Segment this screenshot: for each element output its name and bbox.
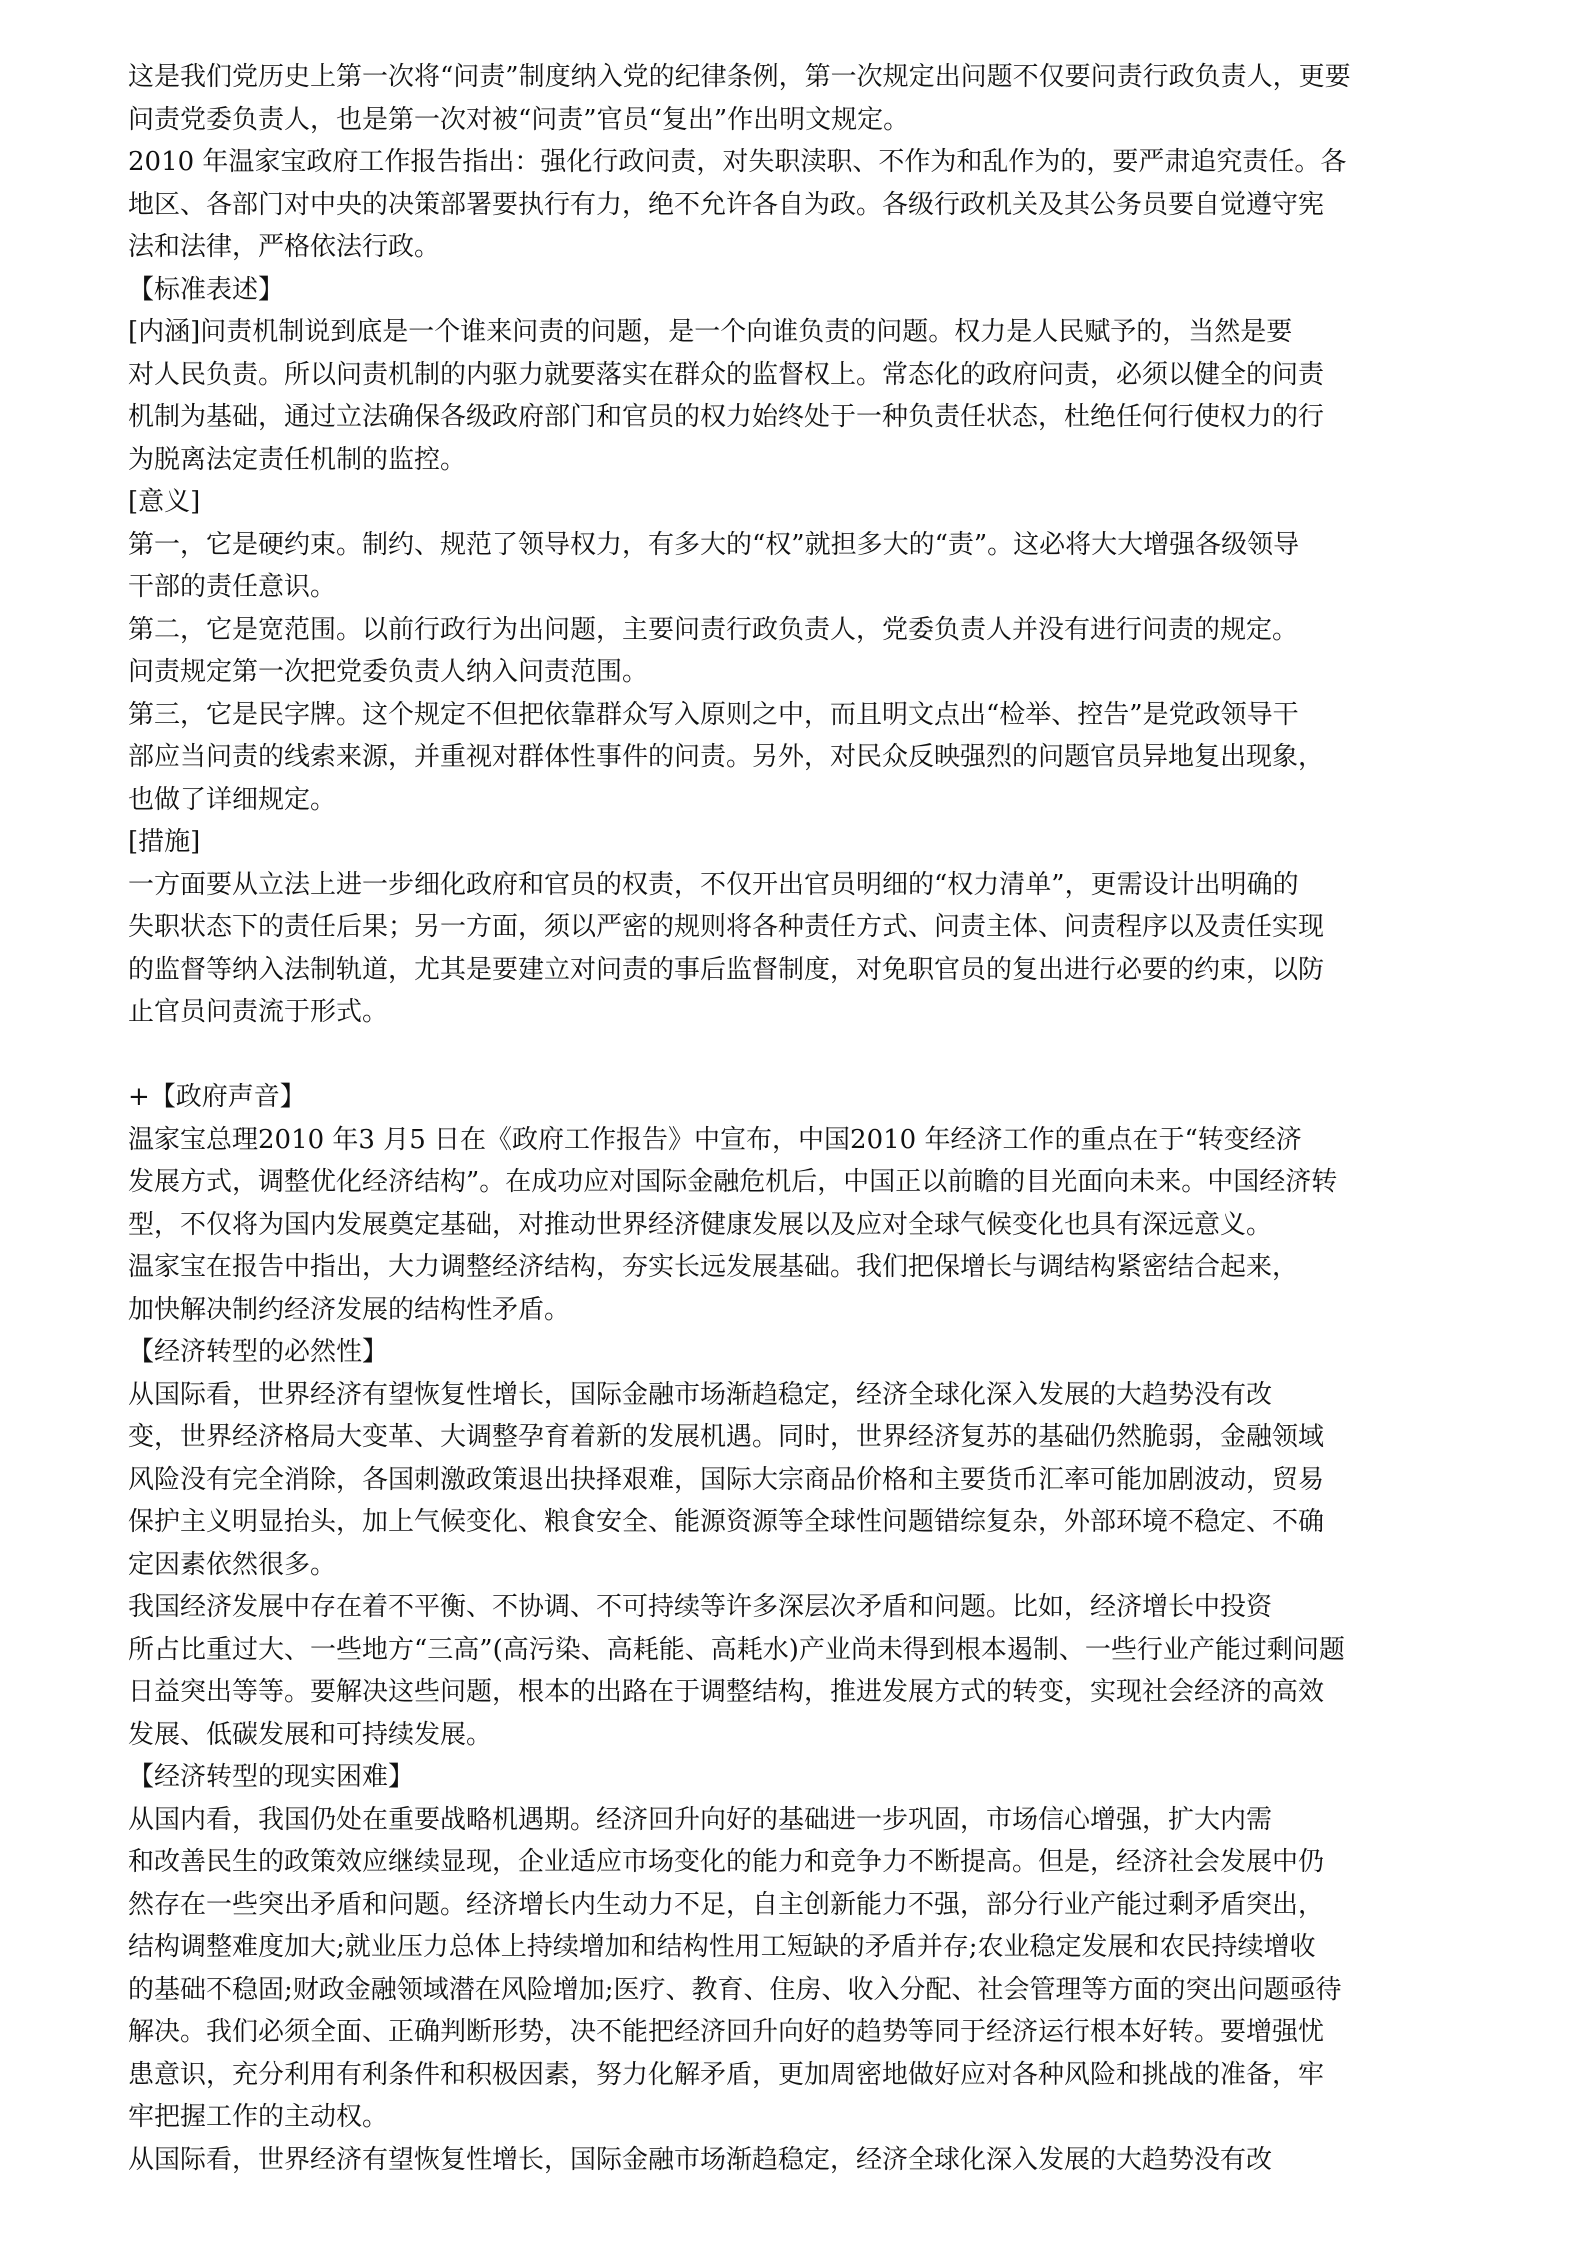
text-line: 发展、低碳发展和可持续发展。 [128,1719,493,1750]
text-line: [内涵]问责机制说到底是一个谁来问责的问题，是一个向谁负责的问题。权力是人民赋予的，当然是要 [128,317,1293,347]
text-line: 结构调整难度加大;就业压力总体上持续增加和结构性用工短缺的矛盾并存;农业稳定发展和农民持续增收 [128,1932,1316,1962]
text-line: 第一，它是硬约束。制约、规范了领导权力，有多大的“权”就担多大的“责”。这必将大大增强各级领导 [128,529,1300,560]
text-line: 第二，它是宽范围。以前行政行为出问题，主要问责行政负责人，党委负责人并没有进行问责的规定。 [128,614,1299,645]
text-line: 止官员问责流于形式。 [128,997,389,1027]
text-line: 【经济转型的必然性】 [128,1337,389,1367]
text-line: [措施] [128,827,201,857]
text-line: 温家宝总理2010 年3 月5 日在《政府工作报告》中宣布，中国2010 年经济工作的重点在于“转变经济 [128,1124,1302,1155]
text-line: 也做了详细规定。 [128,784,337,815]
text-line: 患意识，充分利用有利条件和积极因素，努力化解矛盾，更加周密地做好应对各种风险和挑战的准备，牢 [128,2059,1325,2090]
text-line: 型，不仅将为国内发展奠定基础，对推动世界经济健康发展以及应对全球气候变化也具有深远意义。 [128,1209,1273,1240]
text-line: 从国际看，世界经济有望恢复性增长，国际金融市场渐趋稳定，经济全球化深入发展的大趋势没有改 [128,1379,1273,1410]
text-line: 从国内看，我国仍处在重要战略机遇期。经济回升向好的基础进一步巩固，市场信心增强，扩大内需 [128,1804,1273,1835]
text-line: 温家宝在报告中指出，大力调整经济结构，夯实长远发展基础。我们把保增长与调结构紧密结合起来， [128,1252,1299,1282]
document-body [128,56,1488,2181]
text-line: 变，世界经济格局大变革、大调整孕育着新的发展机遇。同时，世界经济复苏的基础仍然脆弱，金融领域 [128,1422,1325,1452]
text-line: 风险没有完全消除，各国刺激政策退出抉择艰难，国际大宗商品价格和主要货币汇率可能加剧波动，贸易 [128,1464,1325,1495]
text-line: 【经济转型的现实困难】 [128,1762,415,1792]
text-line: 机制为基础，通过立法确保各级政府部门和官员的权力始终处于一种负责任状态，杜绝任何行使权力的行 [128,402,1325,432]
text-line: 我国经济发展中存在着不平衡、不协调、不可持续等许多深层次矛盾和问题。比如，经济增长中投资 [128,1592,1273,1622]
text-line: 的基础不稳固;财政金融领域潜在风险增加;医疗、教育、住房、收入分配、社会管理等方面的突出问题亟待 [128,1974,1342,2005]
text-line: 地区、各部门对中央的决策部署要执行有力，绝不允许各自为政。各级行政机关及其公务员要自觉遵守宪 [128,189,1325,220]
text-line: +【政府声音】 [128,1082,306,1112]
text-line: 问责规定第一次把党委负责人纳入问责范围。 [128,657,649,687]
text-line: 第三，它是民字牌。这个规定不但把依靠群众写入原则之中，而且明文点出“检举、控告”是党政领导干 [128,699,1299,730]
text-line: 问责党委负责人，也是第一次对被“问责”官员“复出”作出明文规定。 [128,104,910,135]
text-line: 所占比重过大、一些地方“三高”(高污染、高耗能、高耗水)产业尚未得到根本遏制、一些行业产能过剩问题 [128,1634,1345,1665]
text-line: 解决。我们必须全面、正确判断形势，决不能把经济回升向好的趋势等同于经济运行根本好转。要增强忧 [128,2017,1325,2047]
text-line: 加快解决制约经济发展的结构性矛盾。 [128,1294,571,1325]
text-line: 定因素依然很多。 [128,1549,337,1580]
text-line: [意义] [128,487,201,517]
text-line: 为脱离法定责任机制的监控。 [128,444,467,475]
text-line: 从国际看，世界经济有望恢复性增长，国际金融市场渐趋稳定，经济全球化深入发展的大趋势没有改 [128,2144,1273,2175]
text-line: 【标准表述】 [128,274,285,305]
text-line: 失职状态下的责任后果；另一方面，须以严密的规则将各种责任方式、问责主体、问责程序以及责任实现 [128,912,1325,942]
text-line: 和改善民生的政策效应继续显现，企业适应市场变化的能力和竞争力不断提高。但是，经济社会发展中仍 [128,1847,1325,1877]
text-line: 保护主义明显抬头，加上气候变化、粮食安全、能源资源等全球性问题错综复杂，外部环境不稳定、不确 [128,1507,1325,1537]
text-line: 然存在一些突出矛盾和问题。经济增长内生动力不足，自主创新能力不强，部分行业产能过剩矛盾突出， [128,1889,1325,1920]
text-line: 的监督等纳入法制轨道，尤其是要建立对问责的事后监督制度，对免职官员的复出进行必要的约束，以防 [128,954,1325,985]
text-line: 一方面要从立法上进一步细化政府和官员的权责，不仅开出官员明细的“权力清单”，更需设计出明确的 [128,869,1299,900]
text-line: 2010 年温家宝政府工作报告指出：强化行政问责，对失职渎职、不作为和乱作为的，要严肃追究责任。各 [128,147,1347,177]
text-line: 日益突出等等。要解决这些问题，根本的出路在于调整结构，推进发展方式的转变，实现社会经济的高效 [128,1677,1325,1707]
text-line: 对人民负责。所以问责机制的内驱力就要落实在群众的监督权上。常态化的政府问责，必须以健全的问责 [128,359,1325,390]
text-line: 部应当问责的线索来源，并重视对群体性事件的问责。另外，对民众反映强烈的问题官员异地复出现象， [128,742,1325,772]
text-line: 干部的责任意识。 [128,572,337,602]
text-line: 这是我们党历史上第一次将“问责”制度纳入党的纪律条例，第一次规定出问题不仅要问责行政负责人，更要 [128,62,1351,92]
text-line: 牢把握工作的主动权。 [128,2102,389,2132]
text-line [128,1034,1488,1077]
text-line: 发展方式，调整优化经济结构”。在成功应对国际金融危机后，中国正以前瞻的目光面向未来。中国经济转 [128,1167,1338,1197]
text-line: 法和法律，严格依法行政。 [128,232,441,262]
